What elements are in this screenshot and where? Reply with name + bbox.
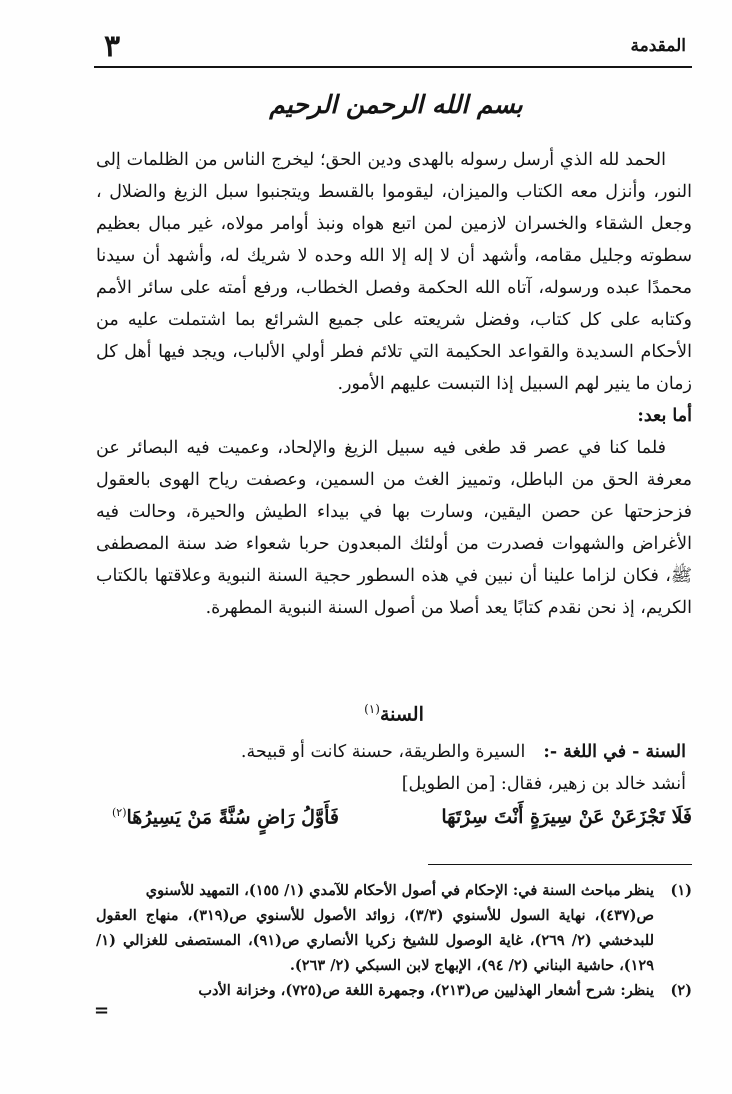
footnotes xyxy=(96,878,692,1003)
footnote-rule xyxy=(428,864,692,865)
footnote-2 xyxy=(96,978,692,1003)
main-text xyxy=(96,144,692,624)
definition-label: السنة - في اللغة -: xyxy=(543,742,686,762)
verse-first-hemistich: فَلَا تَجْزَعَنْ عَنْ سِيرَةٍ أَنْتَ سِرْتَهَا xyxy=(441,806,692,828)
verse-second-text: فَأَوَّلُ رَاضٍ سُنَّةً مَنْ يَسِيرُهَا xyxy=(126,806,339,829)
second-paragraph: فلما كنا في عصر قد طغى فيه سبيل الزيغ والإلحاد، وعميت فيه البصائر عن معرفة الحق من الباطل، وتمييز الغث من السمين، وعصفت رياح الهوى بالعقول فزحزحتها عن حصن اليقين، وسارت بها في بيداء الطيش والحيرة، وحالت فيه الأغراض والشهوات فصدرت من أولئك المبعدون حربا شعواء ضد سنة المصطفى ﷺ، فكان لزاما علينا أن نبين في هذه السطور حجية السنة النبوية وعلاقتها بالكتاب الكريم، إذ نحن نقدم كتابًا يعد أصلا من أصول السنة النبوية المطهرة. xyxy=(96,438,692,618)
quote-intro: أنشد خالد بن زهير، فقال: [من الطويل] xyxy=(401,774,686,794)
footnote-1-continuation: ص(٤٣٧)، نهاية السول للأسنوي (٣/٣)، زوائد الأصول للأسنوي ص(٣١٩)، منهاج العقول للبدخشي (٢/ ٢٦٩)، غاية الوصول للشيخ زكريا الأنصاري ص(٩١)، المستصفى للغزالي (١/ ١٢٩)، حاشية البناني (٢/ ٩٤)، الإبهاج لابن السبكي (٢/ ٢٦٣). xyxy=(96,907,655,974)
running-head: المقدمة xyxy=(630,36,686,56)
section-title xyxy=(96,702,692,725)
header-rule xyxy=(94,66,692,68)
basmala: بسم الله الرحمن الرحيم xyxy=(269,90,523,119)
continuation-mark: = xyxy=(94,1000,110,1021)
verse-second-hemistich xyxy=(112,806,339,828)
definition-line xyxy=(241,742,686,762)
amma-badu-heading: أما بعد: xyxy=(637,406,692,426)
footnote-text: ينظر: شرح أشعار الهذليين ص(٢١٣)، وجمهرة اللغة ص(٧٢٥)، وخزانة الأدب xyxy=(198,982,654,999)
intro-paragraph: الحمد لله الذي أرسل رسوله بالهدى ودين الحق؛ ليخرج الناس من الظلمات إلى النور، وأنزل معه الكتاب والميزان، ليقوموا بالقسط ويتجنبوا سبل الزيغ والضلال ، وجعل الشقاء والخسران لازمين لمن اتبع هواه ونبذ أوامر مولاه، غير مبال بعظيم سطوته وجليل مقامه، وأشهد أن لا إله إلا الله وحده لا شريك له، وأشهد أن سيدنا محمدًا عبده ورسوله، آتاه الله الحكمة وفصل الخطاب، ورفع أمته على سائر الأمم وكتابه على كل كتاب، وفضل شريعته على جميع الشرائع بما اشتملت عليه من الأحكام السديدة والقواعد الحكيمة التي تلائم فطر أولي الألباب، ويجد فيها أهل كل زمان ما ينير لهم السبيل إذا التبست عليهم الأمور. xyxy=(96,150,692,394)
footnote-ref-1[interactable]: (١) xyxy=(364,702,380,716)
section-title-text: السنة xyxy=(379,703,424,726)
footnote-number: (١) xyxy=(670,882,692,899)
footnote-number: (٢) xyxy=(670,982,692,999)
definition-text: السيرة والطريقة، حسنة كانت أو قبيحة. xyxy=(240,742,526,762)
footnote-1 xyxy=(96,878,692,903)
page-number: ٣ xyxy=(104,29,121,64)
footnote-text: ينظر مباحث السنة في: الإحكام في أصول الأحكام للآمدي (١/ ١٥٥)، التمهيد للأسنوي xyxy=(145,882,654,899)
footnote-ref-2[interactable]: (٢) xyxy=(112,806,127,819)
